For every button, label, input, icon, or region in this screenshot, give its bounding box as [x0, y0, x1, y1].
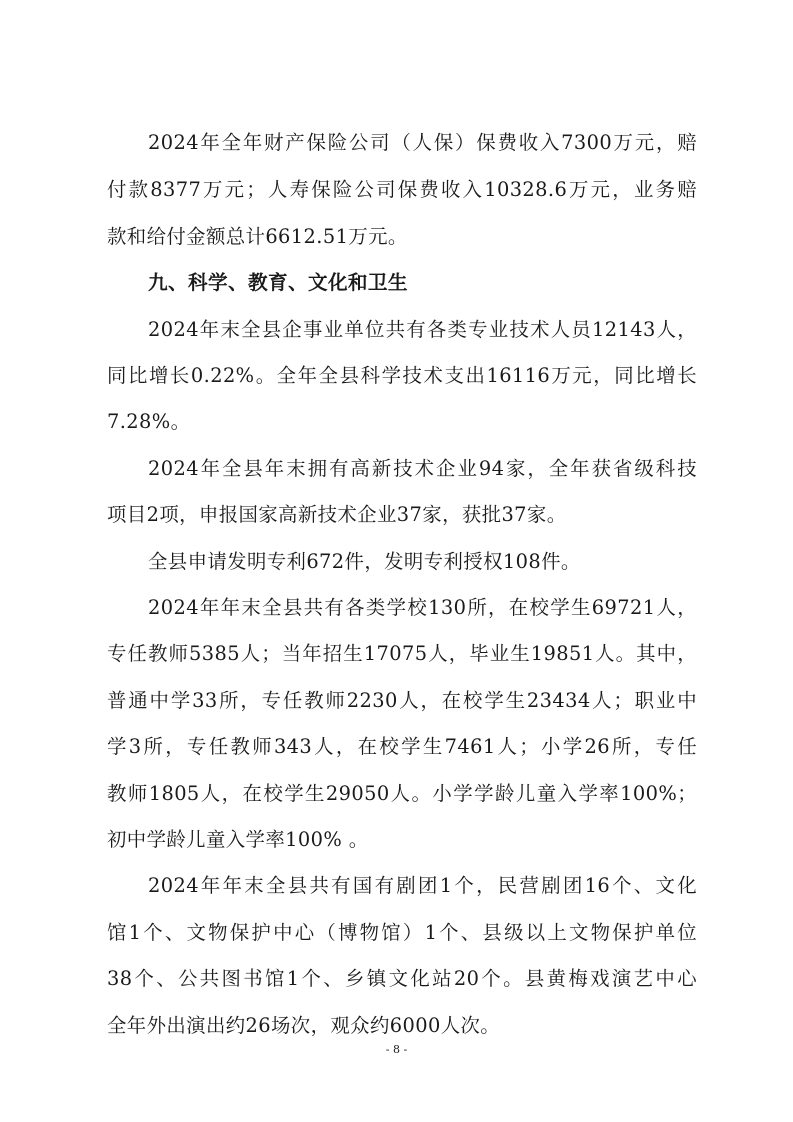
paragraph-culture-line-2: 馆1个、文物保护中心（博物馆）1个、县级以上文物保护单位 — [107, 921, 697, 944]
page-number: - 8 - — [385, 1043, 408, 1056]
paragraph-education-line-3: 普通中学33所，专任教师2230人，在校学生23434人；职业中 — [107, 689, 697, 712]
paragraph-insurance-line-2: 付款8377万元；人寿保险公司保费收入10328.6万元，业务赔 — [107, 178, 697, 201]
paragraph-hightech-line-1: 2024年全县年末拥有高新技术企业94家，全年获省级科技 — [148, 457, 697, 480]
paragraph-culture-line-4: 全年外出演出约26场次，观众约6000人次。 — [107, 1014, 501, 1037]
paragraph-education-line-2: 专任教师5385人；当年招生17075人，毕业生19851人。其中， — [107, 642, 697, 665]
paragraph-tech-staff-line-2: 同比增长0.22%。全年全县科学技术支出16116万元，同比增长 — [107, 364, 697, 387]
paragraph-insurance-line-3: 款和给付金额总计6612.51万元。 — [107, 225, 408, 248]
paragraph-culture-line-1: 2024年年末全县共有国有剧团1个，民营剧团16个、文化 — [148, 874, 697, 897]
paragraph-education-line-4: 学3所，专任教师343人，在校学生7461人；小学26所，专任 — [107, 735, 697, 758]
paragraph-hightech-line-2: 项目2项，申报国家高新技术企业37家，获批37家。 — [107, 503, 567, 526]
paragraph-education-line-5: 教师1805人，在校学生29050人。小学学龄儿童入学率100%； — [107, 782, 697, 805]
paragraph-education-line-1: 2024年年末全县共有各类学校130所，在校学生69721人， — [148, 596, 697, 619]
section-heading: 九、科学、教育、文化和卫生 — [148, 271, 408, 294]
paragraph-tech-staff-line-1: 2024年末全县企事业单位共有各类专业技术人员12143人， — [148, 318, 697, 341]
paragraph-patents: 全县申请发明专利672件，发明专利授权108件。 — [148, 550, 581, 573]
paragraph-education-line-6: 初中学龄儿童入学率100% 。 — [107, 828, 369, 851]
paragraph-culture-line-3: 38个、公共图书馆1个、乡镇文化站20个。县黄梅戏演艺中心 — [107, 967, 697, 990]
paragraph-insurance-line-1: 2024年全年财产保险公司（人保）保费收入7300万元，赔 — [148, 131, 697, 154]
paragraph-tech-staff-line-3: 7.28%。 — [107, 410, 191, 433]
